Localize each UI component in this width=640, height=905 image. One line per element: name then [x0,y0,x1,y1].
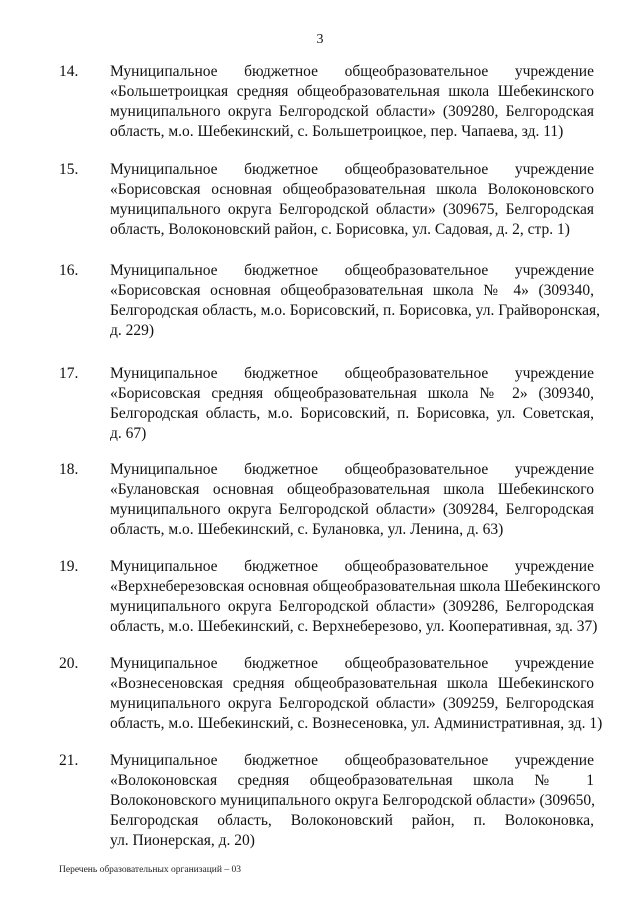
text-line: Муниципальное бюджетное общеобразовательное учреждение [110,558,594,575]
text-line: область, м.о. Шебекинский, с. Вознесеновка, ул. Административная, зд. 1) [110,715,603,732]
text-line: д. 67) [110,425,147,442]
text-line: «Верхнеберезовская основная общеобразовательная школа Шебекинского [110,578,601,595]
footer-caption: Перечень образовательных организаций – 03 [59,865,241,875]
text-line: Белгородская область, Волоконовский район, п. Волоконовка, [110,812,594,829]
item-text [110,654,603,734]
item-number: 15. [59,161,79,178]
text-line: Белгородская область, м.о. Борисовский, п. Борисовка, ул. Советская, [110,405,594,422]
text-line: Белгородская область, м.о. Борисовский, п. Борисовка, ул. Грайворонская, [110,302,600,319]
text-line: область, м.о. Шебекинский, с. Булановка, ул. Ленина, д. 63) [110,521,504,538]
item-text [110,364,594,444]
text-line: «Борисовская основная общеобразовательная школа Волоконовского [110,181,594,198]
text-line: Муниципальное бюджетное общеобразовательное учреждение [110,161,594,178]
text-line: Муниципальное бюджетное общеобразовательное учреждение [110,262,594,279]
item-text [110,160,594,240]
text-line: д. 229) [110,322,155,339]
text-line: «Булановская основная общеобразовательная школа Шебекинского [110,481,594,498]
text-line: муниципального округа Белгородской области» (309675, Белгородская [110,201,594,218]
text-line: область, м.о. Шебекинский, с. Большетроицкое, пер. Чапаева, зд. 11) [110,123,564,140]
item-number: 16. [59,262,79,279]
item-number: 18. [59,461,79,478]
text-line: «Борисовская основная общеобразовательная школа № 4» (309340, [110,282,594,299]
text-line: «Большетроицкая средняя общеобразовательная школа Шебекинского [110,83,594,100]
text-line: Муниципальное бюджетное общеобразовательное учреждение [110,461,594,478]
text-line: Муниципальное бюджетное общеобразовательное учреждение [110,63,594,80]
item-text [110,751,594,851]
text-line: Муниципальное бюджетное общеобразовательное учреждение [110,655,594,672]
item-number: 21. [59,752,79,769]
text-line: муниципального округа Белгородской области» (309284, Белгородская [110,501,594,518]
item-number: 19. [59,558,79,575]
text-line: муниципального округа Белгородской области» (309280, Белгородская [110,103,594,120]
item-text [110,62,594,142]
text-line: Муниципальное бюджетное общеобразовательное учреждение [110,752,594,769]
text-line: «Вознесеновская средняя общеобразовательная школа Шебекинского [110,675,594,692]
text-line: область, Волоконовский район, с. Борисовка, ул. Садовая, д. 2, стр. 1) [110,221,570,238]
item-text [110,460,594,540]
text-line: муниципального округа Белгородской области» (309259, Белгородская [110,695,594,712]
text-line: область, м.о. Шебекинский, с. Верхнеберезово, ул. Кооперативная, зд. 37) [110,618,598,635]
text-line: «Волоконовская средняя общеобразовательная школа № 1 [110,772,594,789]
item-number: 14. [59,63,79,80]
text-line: Волоконовского муниципального округа Белгородской области» (309650, [110,792,595,809]
item-number: 17. [59,365,79,382]
item-number: 20. [59,655,79,672]
item-text [110,261,600,341]
page-number: 3 [316,32,324,47]
text-line: муниципального округа Белгородской области» (309286, Белгородская [110,598,594,615]
text-line: ул. Пионерская, д. 20) [110,832,255,849]
text-line: «Борисовская средняя общеобразовательная школа № 2» (309340, [110,385,594,402]
text-line: Муниципальное бюджетное общеобразовательное учреждение [110,365,594,382]
item-text [110,557,601,637]
